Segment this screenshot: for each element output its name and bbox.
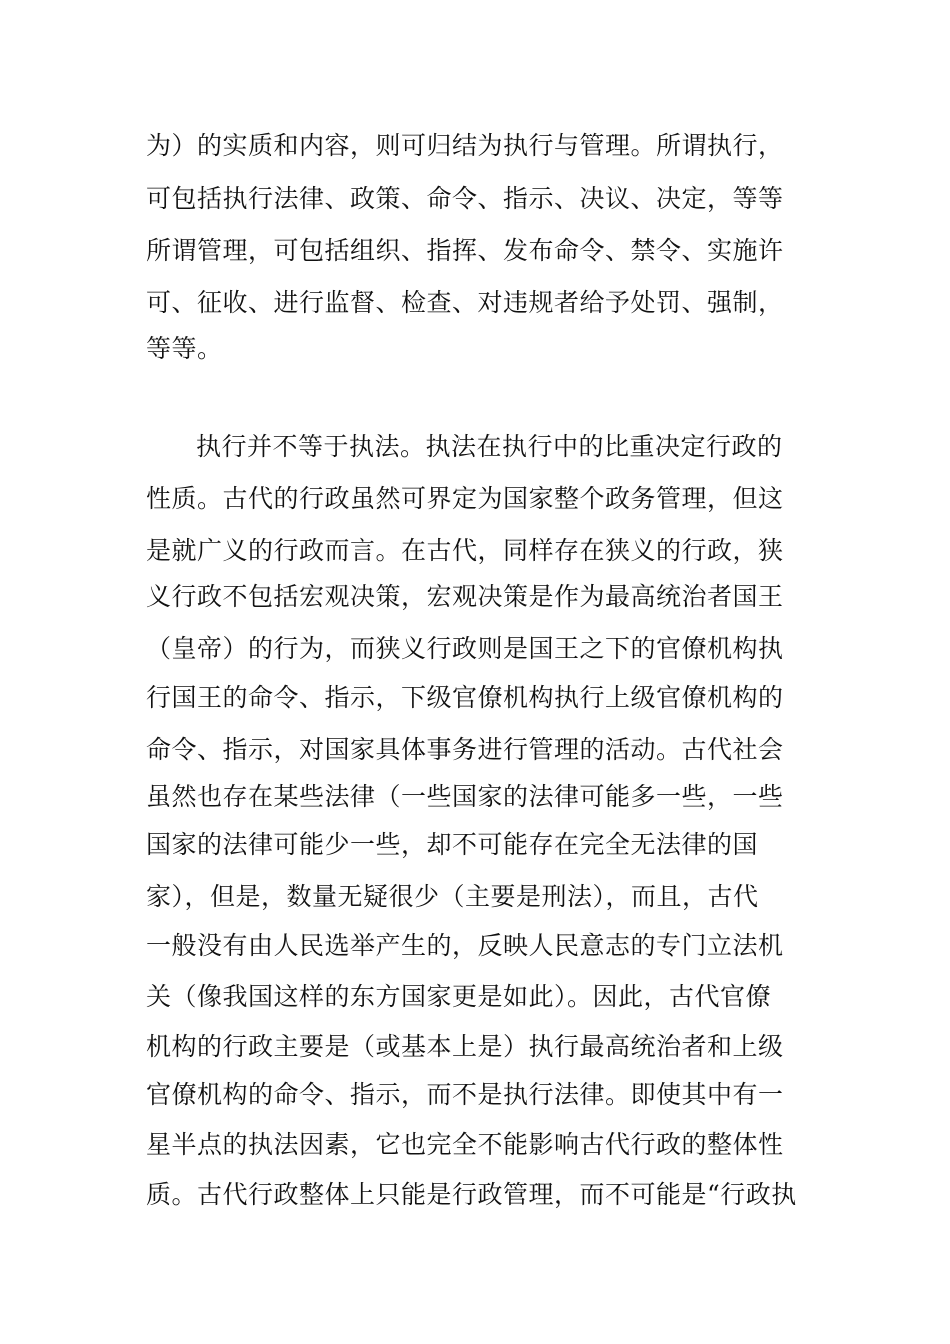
text-line: 可包括执行法律、政策、命令、指示、决议、决定，等等 — [146, 184, 784, 213]
text-line: 家），但是，数量无疑很少（主要是刑法），而且，古代 — [146, 882, 759, 911]
text-line: 为）的实质和内容，则可归结为执行与管理。所谓执行， — [146, 131, 784, 160]
text-line: 行国王的命令、指示，下级官僚机构执行上级官僚机构的 — [146, 683, 784, 712]
text-line: 质。古代行政整体上只能是行政管理，而不可能是“行政执 — [146, 1180, 797, 1209]
text-line: 机构的行政主要是（或基本上是）执行最高统治者和上级 — [146, 1032, 784, 1061]
text-line: 性质。古代的行政虽然可界定为国家整个政务管理，但这 — [146, 484, 784, 513]
text-line: 所谓管理，可包括组织、指挥、发布命令、禁令、实施许 — [146, 236, 784, 265]
text-line: 执行并不等于执法。执法在执行中的比重决定行政的 — [196, 432, 783, 461]
text-line: 官僚机构的命令、指示，而不是执行法律。即使其中有一 — [146, 1080, 784, 1109]
text-line: 国家的法律可能少一些，却不可能存在完全无法律的国 — [146, 830, 759, 859]
text-line: 命令、指示，对国家具体事务进行管理的活动。古代社会 — [146, 735, 784, 764]
text-line: 是就广义的行政而言。在古代，同样存在狭义的行政，狭 — [146, 536, 784, 565]
text-line: 一般没有由人民选举产生的，反映人民意志的专门立法机 — [146, 931, 784, 960]
text-line: 星半点的执法因素，它也完全不能影响古代行政的整体性 — [146, 1130, 784, 1159]
text-line: 义行政不包括宏观决策，宏观决策是作为最高统治者国王 — [146, 582, 784, 611]
text-line: 可、征收、进行监督、检查、对违规者给予处罚、强制， — [146, 288, 784, 317]
text-line: 关（像我国这样的东方国家更是如此）。因此，古代官僚 — [146, 982, 772, 1011]
text-line: （皇帝）的行为，而狭义行政则是国王之下的官僚机构执 — [146, 634, 784, 663]
text-line: 虽然也存在某些法律（一些国家的法律可能多一些，一些 — [146, 782, 784, 811]
text-line: 等等。 — [146, 334, 223, 363]
